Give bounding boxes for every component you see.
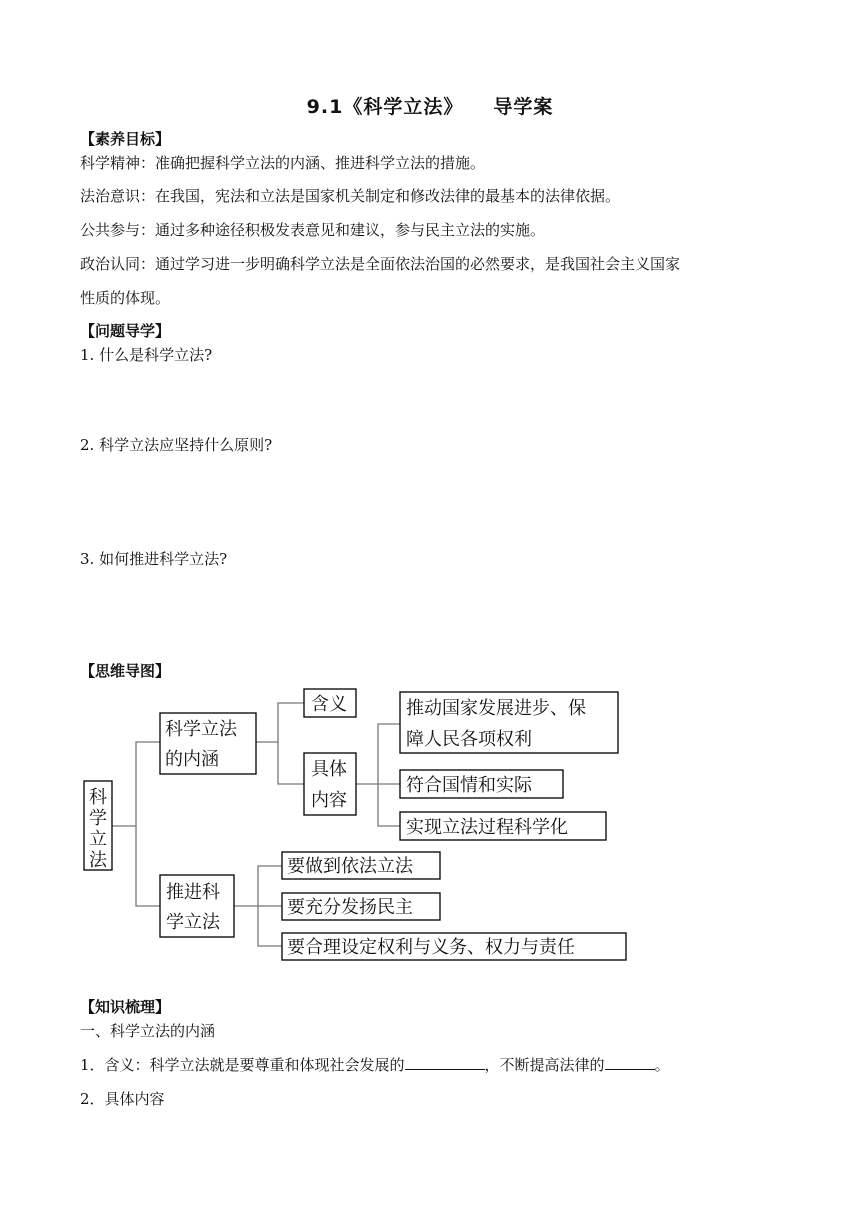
goal-line: 法治意识：在我国，宪法和立法是国家机关制定和修改法律的最基本的法律依据。 xyxy=(80,187,621,205)
title-main: 9.1《科学立法》 xyxy=(306,96,464,118)
knowledge-text: 。 xyxy=(654,1056,670,1074)
question-item: 1. 什么是科学立法? xyxy=(80,346,213,364)
meaning-label: 含义 xyxy=(311,694,347,715)
fill-blank[interactable] xyxy=(605,1068,655,1070)
measure-item-2: 要充分发扬民主 xyxy=(287,897,413,918)
root-char: 科 xyxy=(89,787,107,808)
question-item: 3. 如何推进科学立法? xyxy=(80,550,228,568)
branch-promote-line: 推进科 xyxy=(166,882,220,903)
question-item: 2. 科学立法应坚持什么原则? xyxy=(80,436,273,454)
measure-item-3: 要合理设定权利与义务、权力与责任 xyxy=(287,937,575,958)
root-char: 学 xyxy=(89,808,107,829)
fill-blank[interactable] xyxy=(405,1068,485,1070)
root-char: 立 xyxy=(89,829,107,850)
knowledge-item-meaning xyxy=(80,1054,670,1075)
goal-line: 政治认同：通过学习进一步明确科学立法是全面依法治国的必然要求，是我国社会主义国家 xyxy=(80,255,681,273)
goal-line: 公共参与：通过多种途径积极发表意见和建议，参与民主立法的实施。 xyxy=(80,221,546,239)
knowledge-text: 1．含义：科学立法就是要尊重和体现社会发展的 xyxy=(80,1056,405,1074)
branch-connotation-line: 的内涵 xyxy=(165,749,219,770)
measure-item-1: 要做到依法立法 xyxy=(287,856,413,877)
branch-connotation-line: 科学立法 xyxy=(165,719,237,740)
content-label-line: 具体 xyxy=(311,759,347,780)
title-sub: 导学案 xyxy=(493,96,554,118)
mindmap-heading: 【思维导图】 xyxy=(80,662,171,680)
branch-promote-line: 学立法 xyxy=(166,912,220,933)
goal-line: 科学精神：准确把握科学立法的内涵、推进科学立法的措施。 xyxy=(80,154,486,172)
content-item-1-line: 障人民各项权利 xyxy=(406,729,532,750)
root-char: 法 xyxy=(89,850,107,871)
goal-line: 性质的体现。 xyxy=(80,289,171,307)
goals-heading: 【素养目标】 xyxy=(80,130,171,148)
knowledge-item-content: 2．具体内容 xyxy=(80,1090,165,1108)
content-item-3: 实现立法过程科学化 xyxy=(406,817,568,838)
knowledge-part-title: 一、科学立法的内涵 xyxy=(80,1022,216,1040)
content-label-line: 内容 xyxy=(311,790,347,811)
content-item-2: 符合国情和实际 xyxy=(406,775,532,796)
knowledge-text: ，不断提高法律的 xyxy=(484,1056,605,1074)
content-item-1-line: 推动国家发展进步、保 xyxy=(406,698,586,719)
questions-heading: 【问题导学】 xyxy=(80,322,171,340)
knowledge-heading: 【知识梳理】 xyxy=(80,998,171,1016)
